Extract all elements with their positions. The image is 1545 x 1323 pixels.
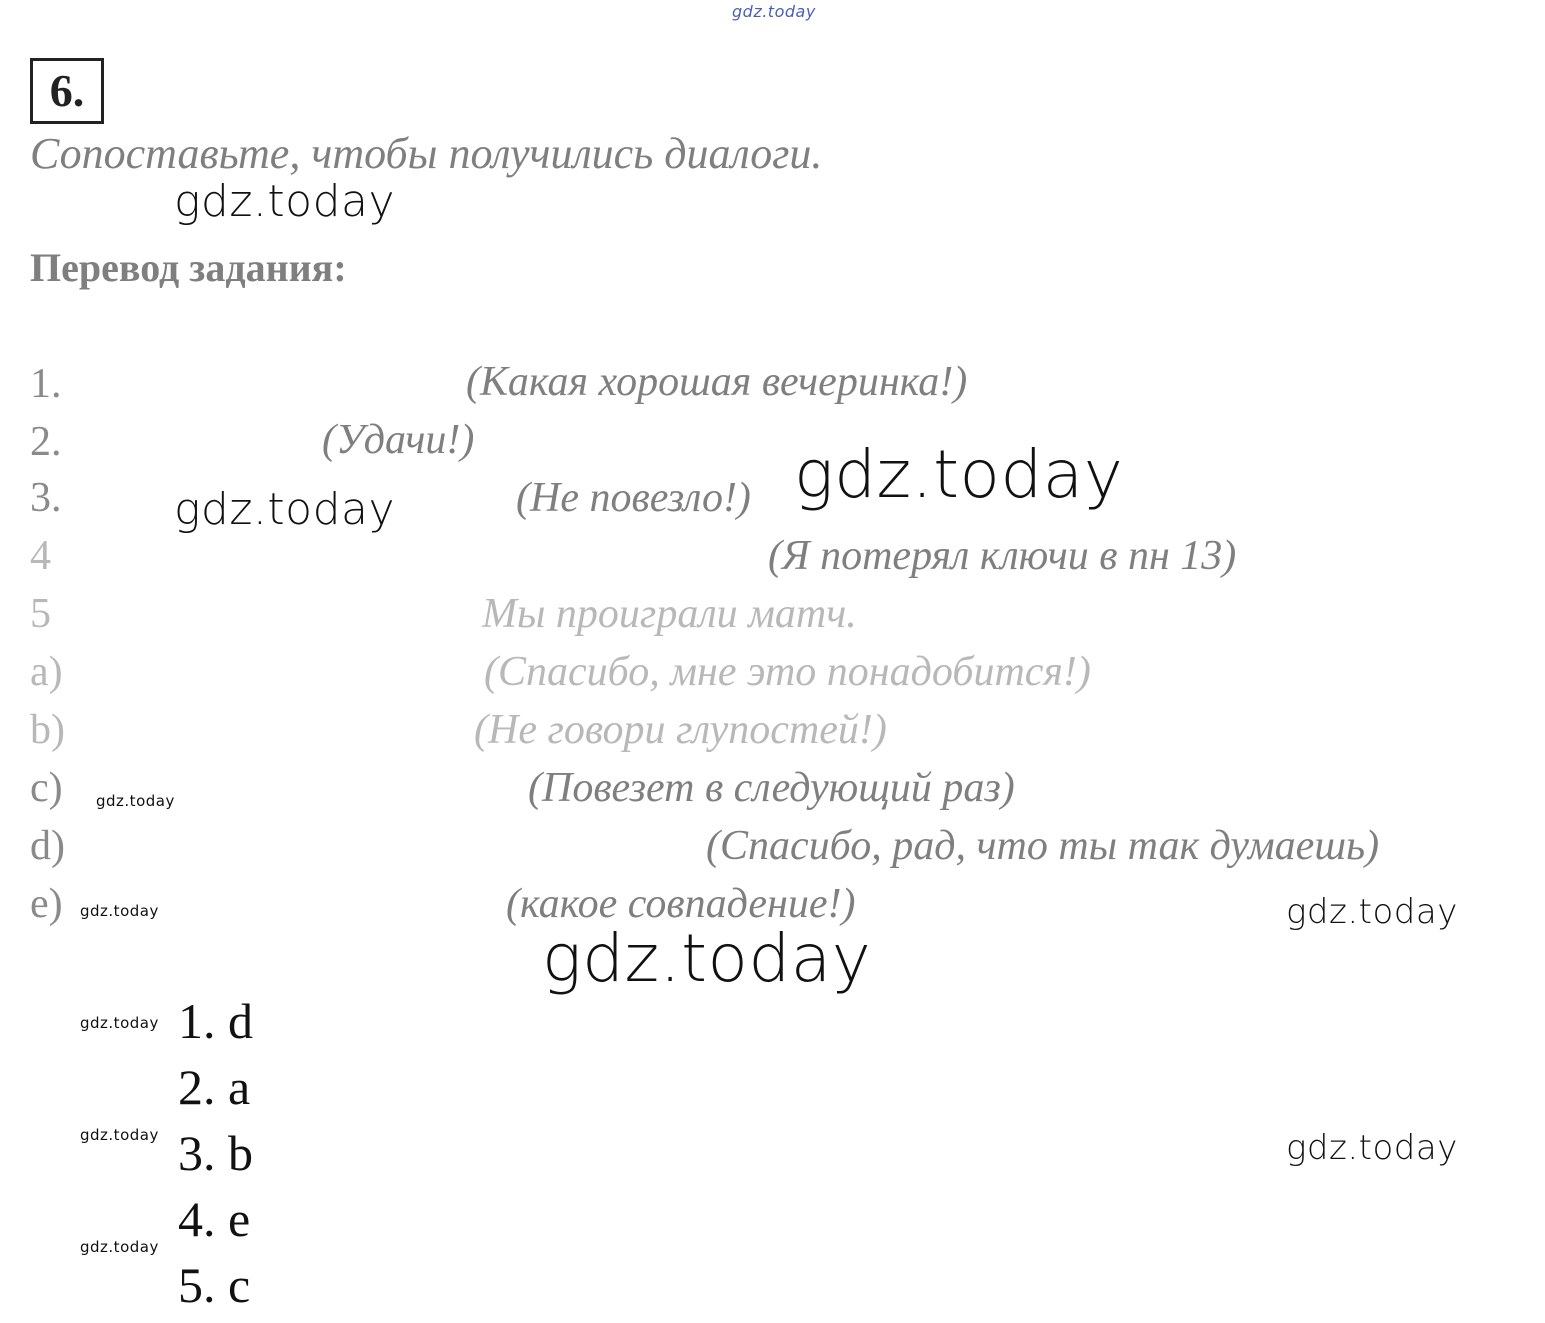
item-translation-b: (Не говори глупостей!)	[474, 707, 887, 753]
item-label-b: b)	[30, 707, 65, 753]
task-number: 6.	[30, 58, 104, 124]
item-label-1: 1.	[30, 361, 62, 407]
watermark-top: gdz.today	[732, 2, 816, 21]
answer-3: 3. b	[178, 1125, 253, 1181]
item-translation-3: (Не повезло!)	[516, 475, 751, 521]
watermark-3: gdz.today	[794, 436, 1124, 513]
watermark-8: gdz.today	[80, 1014, 159, 1032]
watermark-7: gdz.today	[542, 920, 872, 997]
item-label-c: c)	[30, 765, 63, 811]
item-translation-4: (Я потерял ключи в пн 13)	[768, 533, 1237, 579]
item-label-2: 2.	[30, 419, 62, 465]
task-instruction: Сопоставьте, чтобы получились диалоги.	[30, 129, 823, 178]
item-translation-d: (Спасибо, рад, что ты так думаешь)	[706, 823, 1380, 869]
answer-2: 2. a	[178, 1059, 251, 1115]
watermark-6: gdz.today	[1286, 892, 1458, 932]
item-translation-c: (Повезет в следующий раз)	[528, 765, 1015, 811]
watermark-4: gdz.today	[96, 792, 175, 810]
item-translation-e: (какое совпадение!)	[506, 881, 856, 927]
watermark-9: gdz.today	[80, 1126, 159, 1144]
watermark-10: gdz.today	[1286, 1128, 1458, 1168]
watermark-1: gdz.today	[174, 176, 396, 227]
answer-5: 5. c	[178, 1257, 251, 1313]
watermark-2: gdz.today	[174, 484, 396, 535]
watermark-5: gdz.today	[80, 902, 159, 920]
item-translation-2: (Удачи!)	[322, 417, 475, 463]
item-label-e: e)	[30, 881, 63, 927]
item-label-d: d)	[30, 823, 65, 869]
item-translation-5: Мы проиграли матч.	[482, 591, 857, 637]
answer-4: 4. e	[178, 1191, 251, 1247]
item-translation-a: (Спасибо, мне это понадобится!)	[484, 649, 1091, 695]
item-label-3: 3.	[30, 475, 62, 521]
translation-heading: Перевод задания:	[30, 245, 347, 290]
item-label-a: a)	[30, 649, 63, 695]
item-label-5: 5	[30, 591, 51, 637]
answer-1: 1. d	[178, 993, 253, 1049]
watermark-11: gdz.today	[80, 1238, 159, 1256]
item-label-4: 4	[30, 533, 51, 579]
item-translation-1: (Какая хорошая вечеринка!)	[466, 359, 968, 405]
